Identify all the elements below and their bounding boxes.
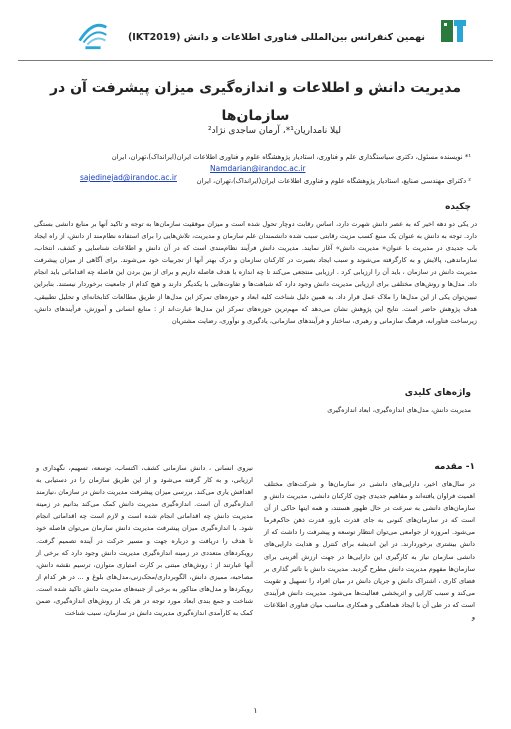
intro-heading: ۱- مقدمه <box>434 462 475 472</box>
email-2[interactable]: sajedinejad@irandoc.ac.ir <box>80 173 177 182</box>
conference-title: نهمین کنفرانس بین‌المللی فناوری اطلاعات و دانش (IKT2019) <box>127 32 425 43</box>
abstract-text: در یکی دو دهه اخیر که به عصر دانش شهرت دارد، اساس رقابت دوچار تحول شده است و میزان موفقیت سازمان‌ها به توجه و تاکید آنها بر منابع دانشی بستگی دارد. توجه به دانش به عنوان یک منبع کسب مزیت رقابتی سبب شده دانشمندان علم سازمان و مدیریت، تلاش‌هایی را برای استفاده نظام‌مند از دانش، از راه ایجاد باب جدیدی در مدیریت با عنوان« مدیریت دانش» آغاز نمایند. مدیریت دانش فرآیند نظام‌مندی است که در آن دانش و اطلاعات شناسایی و کشف، انتخاب، سازماندهی، پالایش و به کارگرفته می‌شوند و سبب ایجاد بصیرت در کارکنان سازمان و درک بهتر آنها از تجربیات خود می‌شوند. برای آگاهی از میزان پیشرفت مدیریت دانش در سازمان ، باید آن را ارزیابی کرد . ارزیابی منتجعی می‌کند تا چه اندازه با هدف فاصله داریم و برای از بین بردن این فاصله چه اقداماتی باید انجام داد. مدل‌ها و روش‌های مختلفی برای ارزیابی مدیریت دانش وجود دارد که شباهت‌ها و تفاوت‌هایی با یکدیگر دارند و هیچ کدام از جامعیت برخوردار نیستند. بنابراین تبیین‌توان یکی از این مدل‌ها را ملاک عمل قرار داد. به همین دلیل شناخت کلیه ابعاد و حوزه‌های تمرکز این مدل‌ها از طریق مطالعات کتابخانه‌ای و تحلیل تطبیقی، هدف پژوهش حاضر است. نتایج این پژوهش نشان می‌دهد که مهم‌ترین حوزه‌های تمرکز این مدل‌ها عبارت‌اند از : منابع انسانی و آموزش، فرآیندهای دانش، زیرساخت فناورانه، فرهنگ سازمانی و رهبری، ساختار و فرآیندهای سازمانی، یادگیری و نوآوری، رضایت مشتریان <box>34 220 477 325</box>
email-1[interactable]: Namdarian@irandoc.ac.ir <box>210 164 306 173</box>
affiliation-1: ¹* نویسنده مسئول، دکتری سیاستگذاری علم و فناوری، استادیار پژوهشگاه علوم و فناوری اطلاعات ایران(ایرانداک)،تهران، ایران <box>111 153 471 161</box>
ikt-logo-icon <box>74 14 112 52</box>
irandoc-logo-icon <box>437 14 471 48</box>
page-number: ۱ <box>253 706 258 715</box>
author-list: لیلا نامداریان¹*، آرمان ساجدی نژاد² <box>207 126 341 136</box>
paper-title: مدیریت دانش و اطلاعات و اندازه‌گیری میزان پیشرفت آن در سازمان‌ها <box>49 80 461 124</box>
abstract-heading: چکیده <box>445 202 471 212</box>
keywords-text: مدیریت دانش، مدل‌های اندازه‌گیری، ابعاد اندازه‌گیری <box>327 406 471 414</box>
page-header <box>18 10 493 61</box>
intro-column-left: نیروی انسانی ، دانش سازمانی کشف، اکتساب، توسعه، تسهیم، نگهداری و ارزیابی، و به کار گرفته می‌شود و از این طریق سازمان را در دستیابی به اهدافش یاری می‌کند. بررسی میزان پیشرفت مدیریت دانش در سازمان ،نیازمند اندازه‌گیری آن است. اندازه‌گیری مدیریت دانش کمک می‌کند بدانیم در زمینه مدیریت دانش چه اقداماتی انجام شده است و لازم است چه اقداماتی انجام شود. با اندازه‌گیری میزان پیشرفت مدیریت دانش سازمان می‌توان فاصله خود تا هدف را دریافت و درباره جهت و مسیر حرکت در آینده تصمیم گرفت. رویکردهای متعددی در زمینه اندازه‌گیری مدیریت دانش وجود دارد که برخی از آنها عبارتند از : روش‌های مبتنی بر کارت امتیازی متوازن، ترسیم نقشه دانش، مصاحبه، ممیزی دانش، الگوبرداری/محک‌زنی،مدل‌های بلوغ و ... در هر کدام از رویکردها و مدل‌های متاکور به برخی از جنبه‌های مدیریت دانش تاکید شده است. شناخت و جمع بندی ابعاد مورد توجه در هر یک از روش‌های اندازه‌گیری، ضمن کمک به کارآمدی اندازه‌گیری مدیریت دانش در سازمان، سبب شناخت <box>36 464 253 618</box>
intro-column-right: در سال‌های اخیر، دارایی‌های دانشی در سازمان‌ها و شرکت‌های مختلف اهمیت فراوان یافته‌اند و مفاهیم جدیدی چون کارکنان دانشی، مدیریت دانش و سازمان‌های دانشی به سرعت در حال ظهور هستند، و همه اینها حاکی از آن است که در سازمان‌های کنونی به جای قدرت بازو، قدرت ذهن حاکم‌فرما می‌شود. امروزه از جوامعی می‌توان انتظار توسعه و پیشرفت را داشت که از دانش بیشتری برخوردارند. در این اندیشه برای کنترل و هدایت دارایی‌های دانشی سازمان نیاز به کارگیری این دارایی‌ها در جهت ارزش آفرینی برای سازمان‌ها مفهوم مدیریت دانش مطرح گردید. مدیریت دانش با تاثیر گذاری بر فضای کاری ، اشتراک دانش و جریان دانش در میان افراد را تسهیل و تقویت می‌کند و سبب کارایی و اثربخشی فعالیت‌ها می‌شود. مدیریت دانش فرآیندی است که در طی آن با ایجاد هماهنگی و همکاری مناسب میان فناوری اطلاعات و <box>264 480 475 622</box>
keywords-heading: واژه‌های کلیدی <box>404 388 471 398</box>
affiliation-2: ² دکترای مهندسی صنایع، استادیار پژوهشگاه علوم و فناوری اطلاعات ایران(ایرانداک)،تهران، ایران <box>196 177 471 185</box>
